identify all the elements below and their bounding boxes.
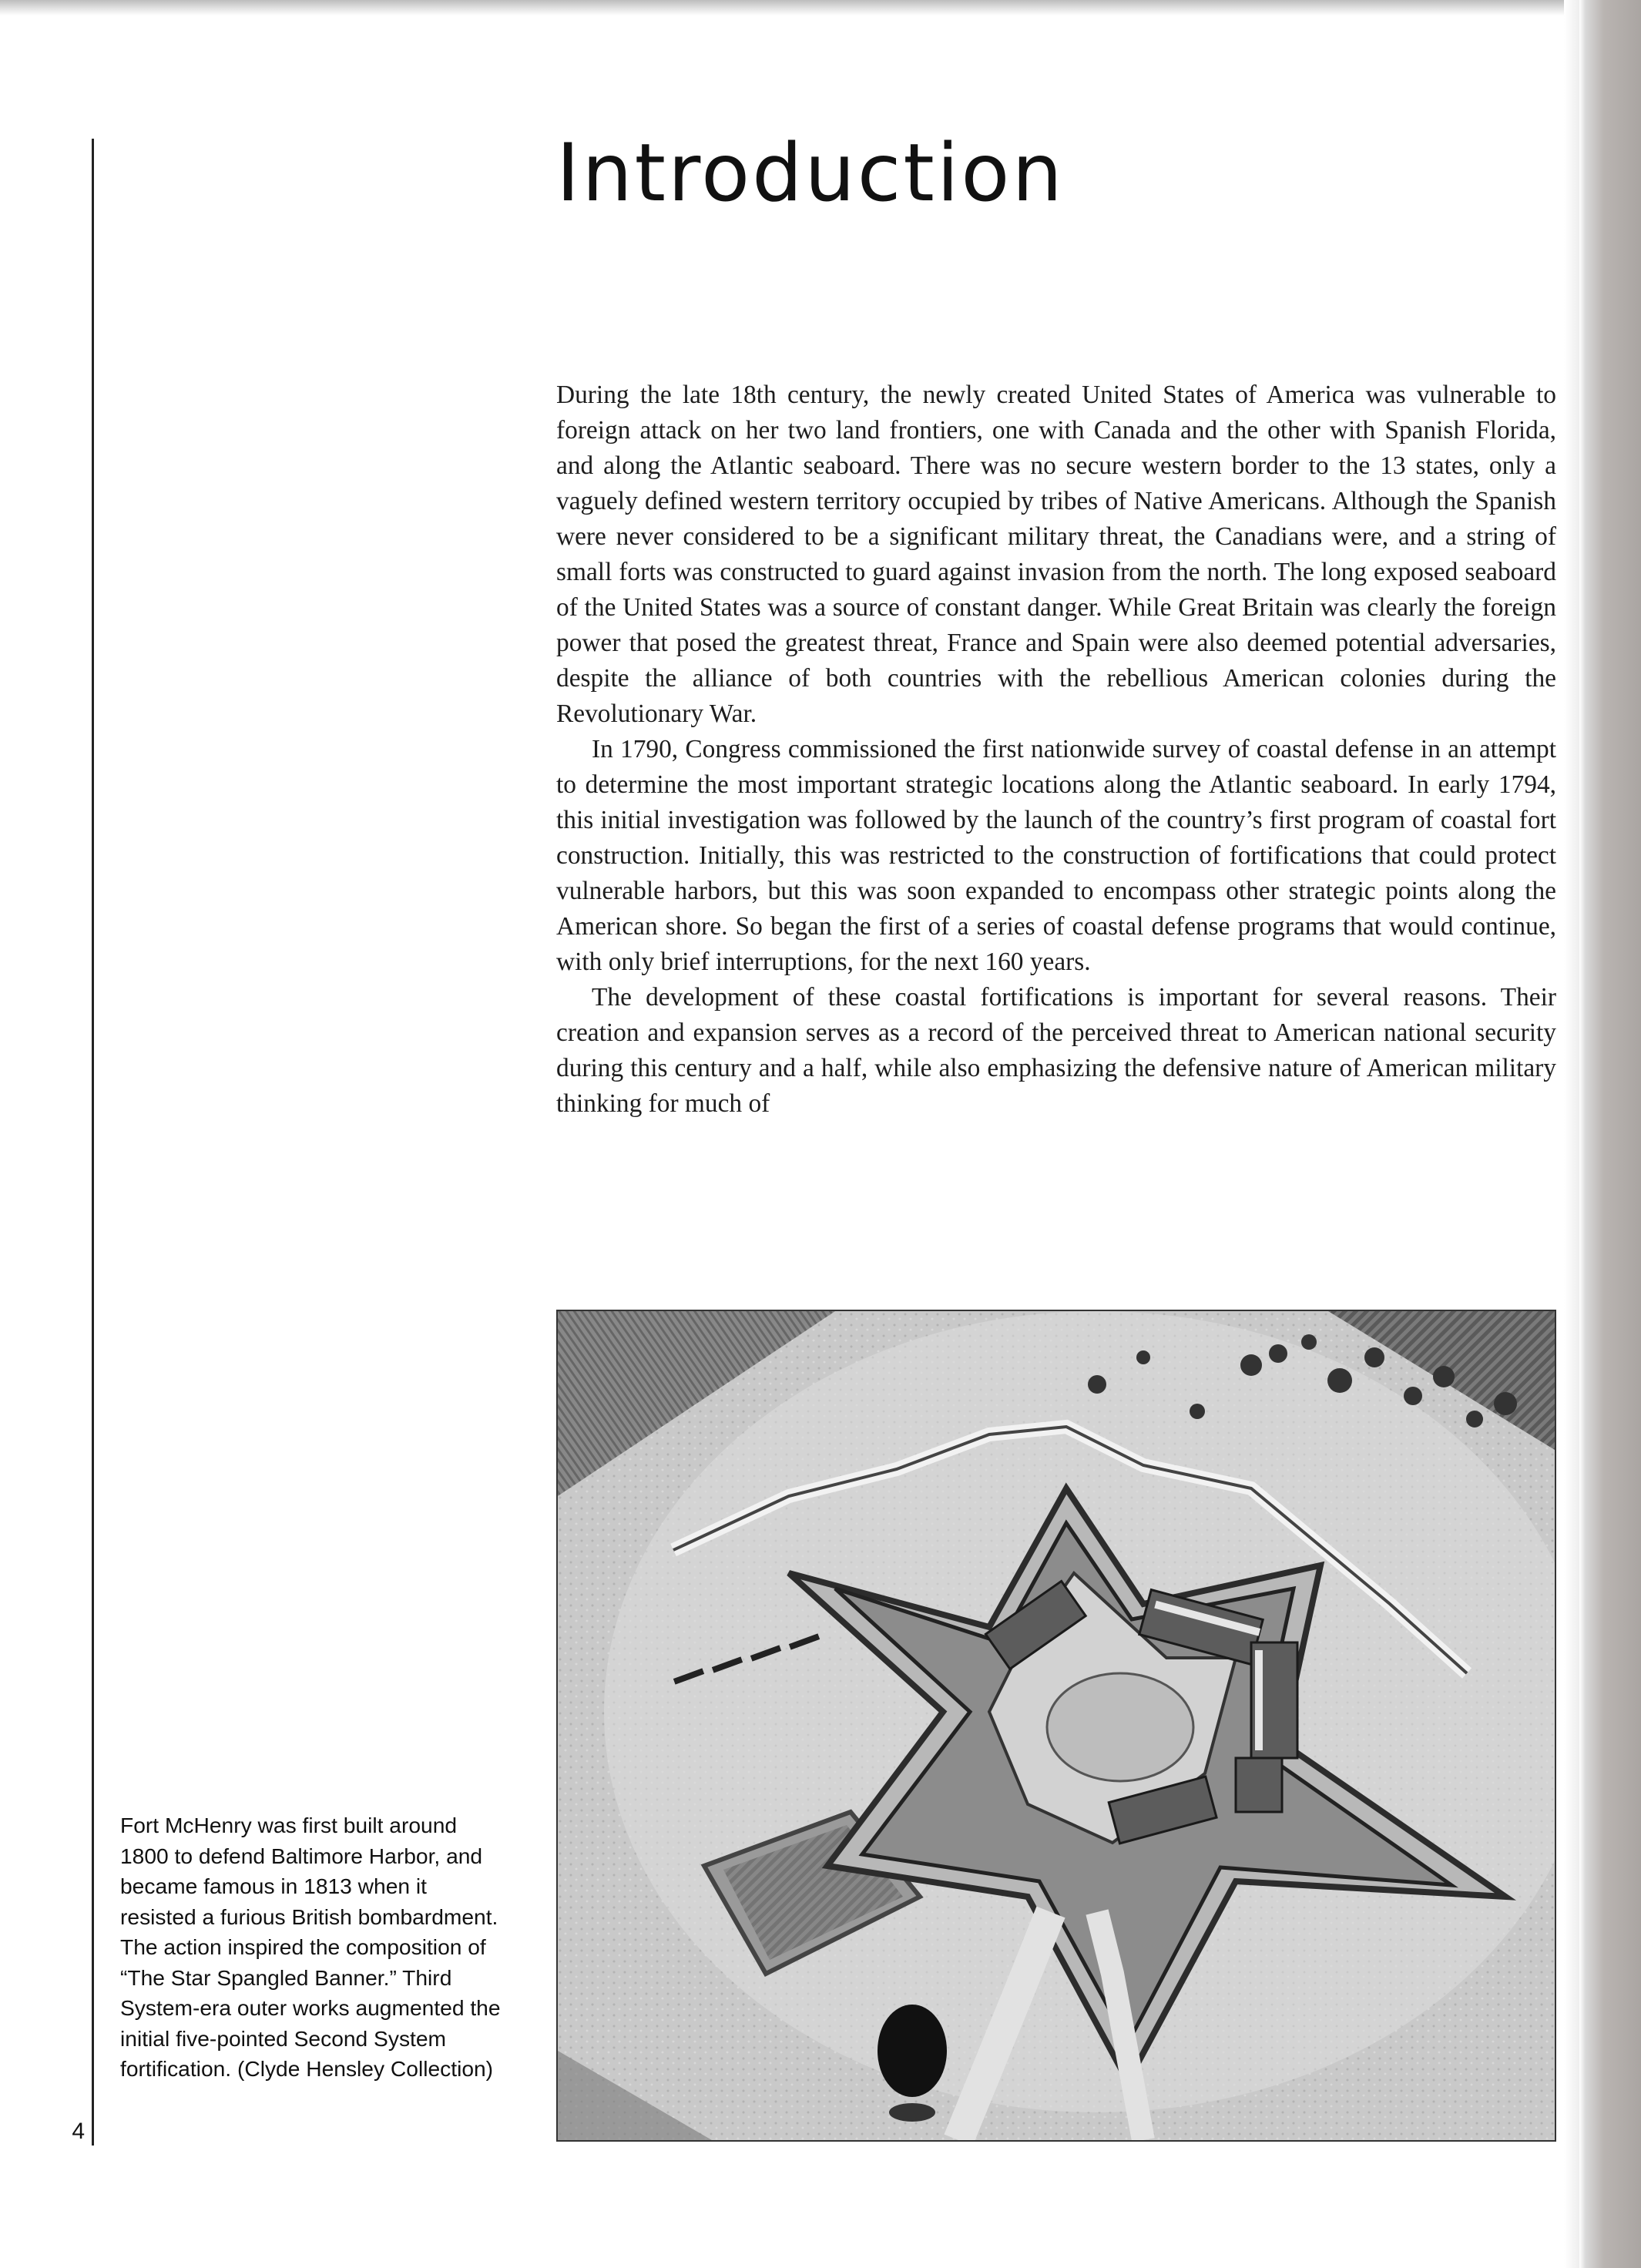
- fort-mchenry-aerial-photo: [556, 1310, 1556, 2142]
- page-number: 4: [72, 2119, 85, 2144]
- scan-top-edge: [0, 0, 1641, 15]
- paragraph-3: The development of these coastal fortifications is important for several reasons. Their creation and expansion serves as a record of the perceived threat to American national security during this century and a half, while also emphasizing the defensive nature of American military thinking for much of: [556, 983, 1556, 1118]
- body-text: [556, 377, 1556, 1122]
- page-title: Introduction: [556, 127, 1065, 220]
- paragraph-1: During the late 18th century, the newly created United States of America was vulnerable to foreign attack on her two land frontiers, one with Canada and the other with Spanish Florida, and along the Atlantic seaboard. There was no secure western border to the 13 states, only a vaguely defined western territory occupied by tribes of Native Americans. Although the Spanish were never considered to be a significant military threat, the Canadians were, and a string of small forts was constructed to guard against invasion from the north. The long exposed seaboard of the United States was a source of constant danger. While Great Britain was clearly the foreign power that posed the greatest threat, France and Spain were also deemed potential adversaries, despite the alliance of both countries with the rebellious American colonies during the Revolutionary War.: [556, 381, 1556, 728]
- scan-right-edge-shadow: [1579, 0, 1641, 2268]
- aerial-photo-illustration: [558, 1311, 1555, 2140]
- figure-caption: Fort McHenry was first built around 1800 to defend Baltimore Harbor, and became famous in 1813 when it resisted a furious British bombardment. The action inspired the composition of “The Star Spangled Banner.” Third System-era outer works augmented the initial five-pointed Second System fortification. (Clyde Hensley Collection): [120, 1813, 501, 2081]
- margin-rule: [92, 139, 94, 2146]
- paragraph-2: In 1790, Congress commissioned the first nationwide survey of coastal defense in an attempt to determine the most important strategic locations along the Atlantic seaboard. In early 1794, this initial investigation was followed by the launch of the country’s first program of coastal fort construction. Initially, this was restricted to the construction of fortifications that could protect vulnerable harbors, but this was soon expanded to encompass other strategic points along the American shore. So began the first of a series of coastal defense programs that would continue, with only brief interruptions, for the next 160 years.: [556, 735, 1556, 976]
- page-gutter-highlight: [1564, 0, 1579, 2268]
